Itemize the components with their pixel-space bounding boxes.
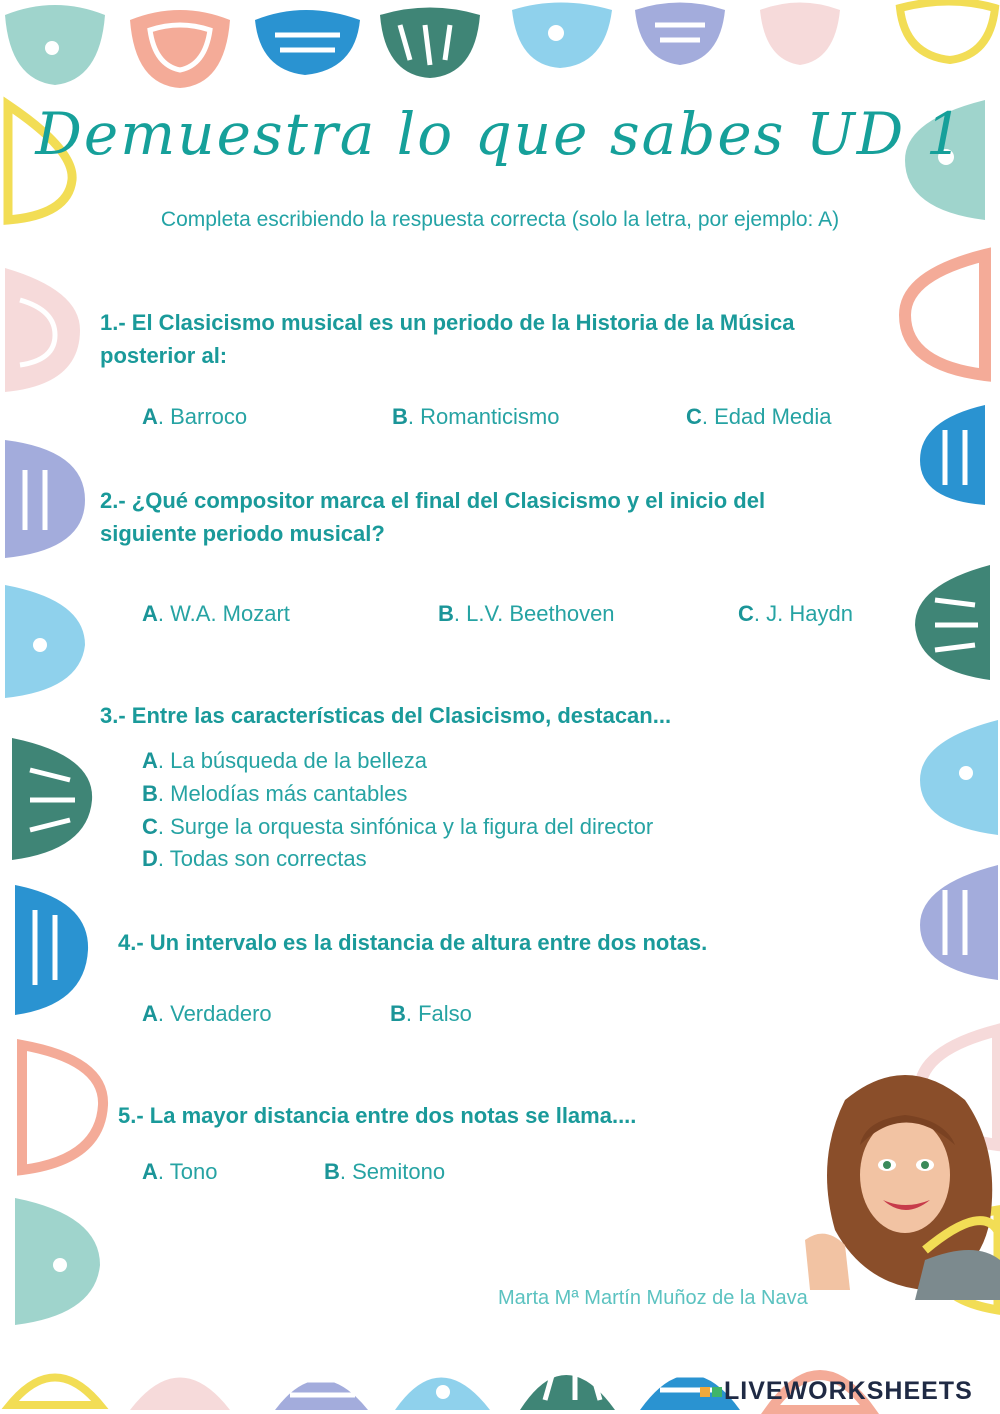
q2-option-a[interactable] — [142, 601, 290, 627]
q3-option-b[interactable] — [142, 781, 407, 807]
question-text: posterior al: — [100, 343, 228, 368]
deco-shape — [760, 3, 840, 66]
q3-option-a[interactable] — [142, 748, 427, 774]
question-1 — [100, 306, 794, 372]
option-text: . Semitono — [339, 1159, 446, 1184]
q4-option-a[interactable] — [142, 1001, 272, 1027]
option-text: . Surge la orquesta sinfónica y la figura del director — [157, 814, 654, 839]
avatar-illustration — [805, 1060, 1000, 1300]
logo-square-icon — [700, 1387, 710, 1397]
deco-shape — [635, 3, 725, 66]
q3-option-c[interactable] — [142, 814, 653, 840]
deco-shape — [380, 8, 480, 79]
option-letter: B — [438, 601, 454, 626]
deco-shape — [255, 10, 360, 75]
option-text: . Barroco — [157, 404, 248, 429]
option-text: . Verdadero — [157, 1001, 272, 1026]
liveworksheets-logo[interactable] — [700, 1377, 973, 1406]
q1-option-b[interactable] — [392, 404, 559, 430]
option-text: . Romanticismo — [407, 404, 560, 429]
option-letter: C — [738, 601, 754, 626]
option-text: . La búsqueda de la belleza — [157, 748, 427, 773]
option-letter: B — [390, 1001, 406, 1026]
question-4 — [118, 926, 707, 959]
q1-option-c[interactable] — [686, 404, 832, 430]
question-text: 3.- Entre las características del Clasicismo, destacan... — [100, 703, 672, 728]
question-text: 1.- El Clasicismo musical es un periodo de la Historia de la Música — [100, 310, 795, 335]
option-text: . J. Haydn — [753, 601, 853, 626]
deco-shape — [900, 2, 995, 61]
option-text: . Melodías más cantables — [157, 781, 408, 806]
option-letter: A — [142, 1001, 158, 1026]
question-5 — [118, 1099, 636, 1132]
deco-shape — [130, 1378, 230, 1411]
q2-option-b[interactable] — [438, 601, 615, 627]
option-letter: C — [686, 404, 702, 429]
deco-shape — [130, 10, 230, 88]
option-letter: A — [142, 748, 158, 773]
logo-text: LIVEWORKSHEETS — [724, 1377, 973, 1405]
author-credit: Marta Mª Martín Muñoz de la Nava — [498, 1287, 808, 1309]
deco-shape — [905, 255, 985, 375]
logo-square-icon — [712, 1387, 722, 1397]
question-text: 2.- ¿Qué compositor marca el final del Clasicismo y el inicio del — [100, 488, 766, 513]
option-letter: B — [392, 404, 408, 429]
option-text: . Edad Media — [701, 404, 832, 429]
question-text: 4.- Un intervalo es la distancia de altura entre dos notas. — [118, 930, 708, 955]
page-title: Demuestra lo que sabes UD 1 — [35, 100, 965, 168]
deco-shape — [22, 1045, 103, 1170]
deco-shape — [10, 1378, 100, 1406]
option-text: . Tono — [157, 1159, 218, 1184]
option-letter: A — [142, 1159, 158, 1184]
deco-shape — [520, 1375, 615, 1410]
option-letter: B — [324, 1159, 340, 1184]
option-letter: A — [142, 404, 158, 429]
q5-option-a[interactable] — [142, 1159, 217, 1185]
q4-option-b[interactable] — [390, 1001, 472, 1027]
option-letter: A — [142, 601, 158, 626]
instructions: Completa escribiendo la respuesta correcta (solo la letra, por ejemplo: A) — [160, 208, 840, 231]
question-3 — [100, 699, 671, 732]
q3-option-d[interactable] — [142, 846, 367, 872]
q5-option-b[interactable] — [324, 1159, 445, 1185]
option-letter: C — [142, 814, 158, 839]
q2-option-c[interactable] — [738, 601, 853, 627]
option-text: . Todas son correctas — [157, 846, 367, 871]
question-2 — [100, 484, 765, 550]
option-letter: B — [142, 781, 158, 806]
option-text: . Falso — [405, 1001, 472, 1026]
q1-option-a[interactable] — [142, 404, 247, 430]
deco-shape — [920, 720, 998, 835]
question-text: 5.- La mayor distancia entre dos notas se llama.... — [118, 1103, 637, 1128]
deco-shape — [920, 865, 998, 980]
question-text: siguiente periodo musical? — [100, 521, 385, 546]
option-text: . L.V. Beethoven — [453, 601, 615, 626]
option-letter: D — [142, 846, 158, 871]
deco-shape — [920, 405, 985, 505]
deco-shape — [15, 885, 88, 1015]
deco-shape — [5, 268, 80, 392]
option-text: . W.A. Mozart — [157, 601, 290, 626]
